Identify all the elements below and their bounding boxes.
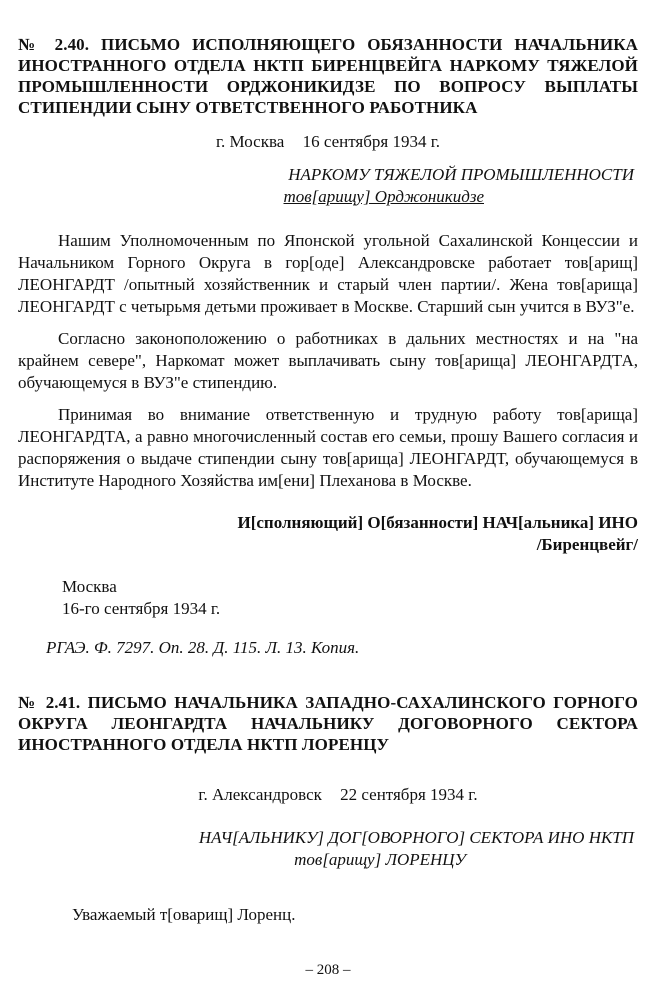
date: 16 сентября 1934 г. (302, 132, 441, 151)
document-heading: № 2.41. ПИСЬМО НАЧАЛЬНИКА ЗАПАДНО-САХАЛИНСКОГО ГОРНОГО ОКРУГА ЛЕОНГАРДТА НАЧАЛЬНИКУ ДОГОВОРНОГО СЕКТОРА ИНОСТРАННОГО ОТДЕЛА НКТП ЛОРЕНЦУ (18, 693, 638, 754)
archival-source: РГАЭ. Ф. 7297. Оп. 28. Д. 115. Л. 13. Копия. (46, 638, 360, 657)
closing-place-date (18, 576, 638, 620)
addressee (18, 164, 638, 208)
addressee (18, 827, 638, 871)
page (18, 34, 638, 925)
addressee-title: НАЧ[АЛЬНИКУ] ДОГ[ОВОРНОГО] СЕКТОРА ИНО НКТП (198, 828, 634, 847)
greeting: Уважаемый т[оварищ] Лоренц. (72, 905, 296, 924)
paragraph: Нашим Уполномоченным по Японской угольной Сахалинской Концессии и Начальником Горного Округа в гор[оде] Александровске работает тов[арищ] ЛЕОНГАРДТ /опытный хозяйственник и старый член партии/. Жена тов[арища] ЛЕОНГАРДТ с четырьмя детьми проживает в Москве. Старший сын учится в ВУЗ"е. (18, 231, 638, 316)
addressee-title: НАРКОМУ ТЯЖЕЛОЙ ПРОМЫШЛЕННОСТИ (288, 165, 634, 184)
signature-name: /Биренцвейг/ (536, 535, 638, 554)
place: г. Москва (215, 132, 285, 151)
signature (18, 512, 638, 556)
paragraph: Принимая во внимание ответственную и трудную работу тов[арища] ЛЕОНГАРДТА, а равно многочисленный состав его семьи, прошу Вашего согласия и распоряжения о выдаче стипендии сыну тов[арища] ЛЕОНГАРДТ, обучающемуся в Институте Народного Хозяйства им[ени] Плеханова в Москве. (18, 405, 638, 490)
place: г. Александровск (198, 785, 322, 804)
place-date-line (18, 785, 638, 805)
closing-place: Москва (62, 577, 117, 596)
addressee-name: тов[арищу] Орджоникидзе (283, 187, 484, 206)
paragraph: Согласно законоположению о работниках в дальних местностях и на "на крайнем севере", Наркомат может выплачивать сыну тов[арища] ЛЕОНГАРДТА, обучающемуся в ВУЗ"е стипендию. (18, 329, 638, 392)
document-heading: № 2.40. ПИСЬМО ИСПОЛНЯЮЩЕГО ОБЯЗАННОСТИ НАЧАЛЬНИКА ИНОСТРАННОГО ОТДЕЛА НКТП БИРЕНЦВЕЙГА НАРКОМУ ТЯЖЕЛОЙ ПРОМЫШЛЕННОСТИ ОРДЖОНИКИДЗЕ ПО ВОПРОСУ ВЫПЛАТЫ СТИПЕНДИИ СЫНУ ОТВЕТСТВЕННОГО РАБОТНИКА (18, 35, 638, 117)
signature-title: И[сполняющий] О[бязанности] НАЧ[альника] ИНО (237, 513, 638, 532)
place-date-line (18, 132, 638, 152)
addressee-name: тов[арищу] ЛОРЕНЦУ (294, 850, 466, 869)
date: 22 сентября 1934 г. (340, 785, 478, 804)
page-number: – 208 – (305, 962, 351, 978)
closing-date: 16-го сентября 1934 г. (62, 599, 221, 618)
